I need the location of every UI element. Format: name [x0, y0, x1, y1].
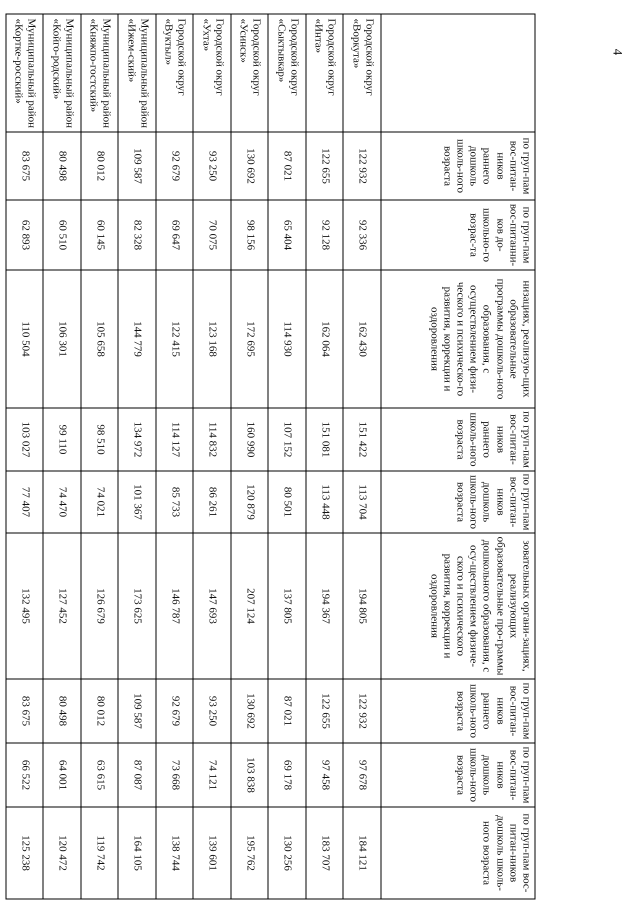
header-cell: по груп-пам вос-питанни-ков до-школьно-го возрас-та	[381, 200, 535, 270]
value-cell: 162 430	[344, 270, 382, 408]
value-cell: 80 498	[44, 679, 82, 743]
value-cell: 92 679	[156, 132, 194, 200]
value-cell: 69 647	[156, 200, 194, 270]
value-cell: 126 679	[81, 533, 119, 679]
value-cell: 127 452	[44, 533, 82, 679]
row-name-cell: Муниципальный район «Княжпо-гостский»	[81, 14, 119, 132]
value-cell: 162 064	[306, 270, 344, 408]
value-cell: 60 510	[44, 200, 82, 270]
value-cell: 122 415	[156, 270, 194, 408]
value-cell: 114 930	[269, 270, 307, 408]
table-row	[306, 14, 344, 899]
table-row	[269, 14, 307, 899]
row-name-cell: Городской округ «Ухта»	[194, 14, 232, 132]
value-cell: 103 838	[231, 743, 269, 807]
value-cell: 74 470	[44, 471, 82, 533]
table-header-row	[381, 14, 535, 899]
value-cell: 134 972	[119, 408, 157, 471]
value-cell: 64 001	[44, 743, 82, 807]
value-cell: 87 021	[269, 679, 307, 743]
table-row	[44, 14, 82, 899]
value-cell: 87 021	[269, 132, 307, 200]
value-cell: 80 501	[269, 471, 307, 533]
value-cell: 130 256	[269, 807, 307, 899]
header-cell: зовательных органи-зациях, реализующих образовательные про-граммы дошкольного образования, с осу-ществлением физиче-ского и психического развития, коррекции и оздоровления	[381, 533, 535, 679]
row-name-cell: Городской округ «Сыктывкар»	[269, 14, 307, 132]
value-cell: 63 615	[81, 743, 119, 807]
page-number: 4	[610, 48, 626, 56]
data-table	[6, 14, 536, 900]
value-cell: 132 495	[6, 533, 44, 679]
value-cell: 80 012	[81, 679, 119, 743]
value-cell: 109 587	[119, 679, 157, 743]
value-cell: 122 932	[344, 679, 382, 743]
value-cell: 120 879	[231, 471, 269, 533]
value-cell: 87 087	[119, 743, 157, 807]
value-cell: 97 678	[344, 743, 382, 807]
header-cell: по груп-пам вос-питан-ников дошколь школь-ного возраста	[381, 471, 535, 533]
value-cell: 130 692	[231, 132, 269, 200]
header-cell: по груп-пам вос-питан-ников дошколь школь-ного возраста	[381, 743, 535, 807]
value-cell: 120 472	[44, 807, 82, 899]
header-cell: по груп-пам вос-питан-ников раннего дошколь школь-ного возраста	[381, 132, 535, 200]
value-cell: 83 675	[6, 132, 44, 200]
value-cell: 107 152	[269, 408, 307, 471]
value-cell: 109 587	[119, 132, 157, 200]
value-cell: 60 145	[81, 200, 119, 270]
value-cell: 106 301	[44, 270, 82, 408]
value-cell: 80 012	[81, 132, 119, 200]
value-cell: 207 124	[231, 533, 269, 679]
value-cell: 194 367	[306, 533, 344, 679]
value-cell: 130 692	[231, 679, 269, 743]
header-cell: по груп-пам вос-питан-ников раннего школь-ного возраста	[381, 408, 535, 471]
value-cell: 73 668	[156, 743, 194, 807]
value-cell: 105 658	[81, 270, 119, 408]
value-cell: 151 422	[344, 408, 382, 471]
value-cell: 98 156	[231, 200, 269, 270]
value-cell: 194 805	[344, 533, 382, 679]
value-cell: 138 744	[156, 807, 194, 899]
row-name-cell: Городской округ «Инта»	[306, 14, 344, 132]
value-cell: 93 250	[194, 679, 232, 743]
value-cell: 119 742	[81, 807, 119, 899]
table-row	[6, 14, 44, 899]
row-name-cell: Городской округ «Усинск»	[231, 14, 269, 132]
table-body	[6, 14, 535, 899]
table-row	[194, 14, 232, 899]
value-cell: 172 695	[231, 270, 269, 408]
table-row	[344, 14, 382, 899]
value-cell: 103 027	[6, 408, 44, 471]
value-cell: 160 990	[231, 408, 269, 471]
value-cell: 122 932	[344, 132, 382, 200]
table-row	[156, 14, 194, 899]
value-cell: 83 675	[6, 679, 44, 743]
header-cell: низациях, реализую-щих образовательные программы дошколь-ного образования, с осуществлением физи-ческого и психическо-го развития, коррекции и оздоровления	[381, 270, 535, 408]
value-cell: 151 081	[306, 408, 344, 471]
value-cell: 65 404	[269, 200, 307, 270]
value-cell: 137 805	[269, 533, 307, 679]
value-cell: 74 121	[194, 743, 232, 807]
value-cell: 66 522	[6, 743, 44, 807]
value-cell: 62 893	[6, 200, 44, 270]
value-cell: 85 733	[156, 471, 194, 533]
rotated-table-container	[6, 14, 536, 899]
row-name-cell: Муниципальный район «Ижем-ский»	[119, 14, 157, 132]
value-cell: 123 168	[194, 270, 232, 408]
value-cell: 92 128	[306, 200, 344, 270]
value-cell: 93 250	[194, 132, 232, 200]
header-cell	[381, 14, 535, 132]
value-cell: 92 679	[156, 679, 194, 743]
table-row	[231, 14, 269, 899]
value-cell: 69 178	[269, 743, 307, 807]
value-cell: 80 498	[44, 132, 82, 200]
value-cell: 125 238	[6, 807, 44, 899]
value-cell: 195 762	[231, 807, 269, 899]
value-cell: 114 832	[194, 408, 232, 471]
table-row	[119, 14, 157, 899]
value-cell: 147 693	[194, 533, 232, 679]
row-name-cell: Муниципальный район «Кортке-росский»	[6, 14, 44, 132]
value-cell: 144 779	[119, 270, 157, 408]
value-cell: 139 601	[194, 807, 232, 899]
value-cell: 183 707	[306, 807, 344, 899]
value-cell: 101 367	[119, 471, 157, 533]
value-cell: 97 458	[306, 743, 344, 807]
value-cell: 99 110	[44, 408, 82, 471]
header-cell: по груп-пам вос-питан-ников дошколь школь-ного возраста	[381, 807, 535, 899]
value-cell: 184 121	[344, 807, 382, 899]
value-cell: 70 075	[194, 200, 232, 270]
row-name-cell: Городской округ «Воркута»	[344, 14, 382, 132]
row-name-cell: Городской округ «Вуктыл»	[156, 14, 194, 132]
header-cell: по груп-пам вос-питан-ников раннего школь-ного возраста	[381, 679, 535, 743]
value-cell: 122 655	[306, 679, 344, 743]
table-row	[81, 14, 119, 899]
value-cell: 113 448	[306, 471, 344, 533]
value-cell: 110 504	[6, 270, 44, 408]
value-cell: 86 261	[194, 471, 232, 533]
value-cell: 114 127	[156, 408, 194, 471]
value-cell: 173 625	[119, 533, 157, 679]
value-cell: 82 328	[119, 200, 157, 270]
value-cell: 113 704	[344, 471, 382, 533]
value-cell: 92 336	[344, 200, 382, 270]
value-cell: 77 407	[6, 471, 44, 533]
value-cell: 164 105	[119, 807, 157, 899]
value-cell: 74 021	[81, 471, 119, 533]
value-cell: 146 787	[156, 533, 194, 679]
value-cell: 98 510	[81, 408, 119, 471]
row-name-cell: Муниципальный район «Койго-родский»	[44, 14, 82, 132]
value-cell: 122 655	[306, 132, 344, 200]
